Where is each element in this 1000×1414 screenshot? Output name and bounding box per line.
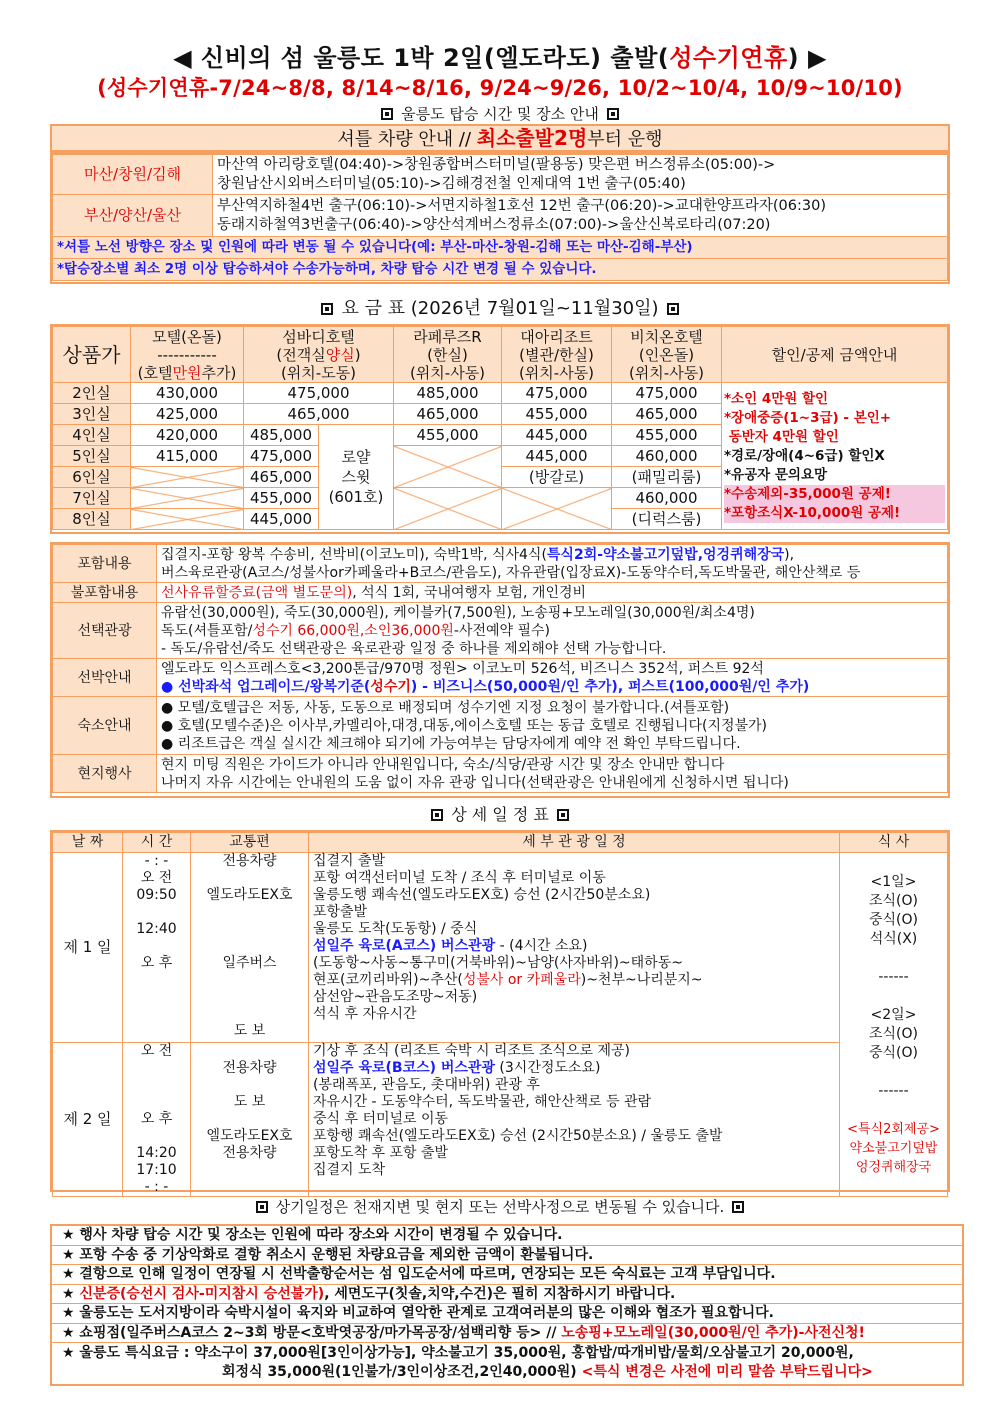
price-cell: 415,000 (131, 446, 244, 467)
price-cell: 475,000 (502, 383, 612, 404)
discount-line: *포항조식X-10,000원 공제! (724, 504, 945, 523)
square-bullet-icon (321, 303, 333, 315)
price-cell: 465,000 (244, 467, 319, 488)
info-line: ● 리조트급은 객실 실시간 체크해야 되기에 가능여부는 담당자에게 예약 전 확인 부탁드립니다. (161, 735, 741, 752)
col-sombody (244, 327, 394, 383)
info-text: ), (784, 546, 795, 563)
note-line (52, 1343, 962, 1381)
detail-line (313, 938, 835, 955)
meal-line: <특식2회제공> (847, 1121, 940, 1137)
room-type: 4인실 (53, 425, 131, 446)
special-meal-note: <특식 변경은 사전에 미리 말씀 부탁드립니다> (581, 1363, 873, 1380)
detail-line: 집결지 출발 (313, 853, 386, 869)
info-row (53, 659, 948, 697)
note-text: , 세면도구(칫솔,치약,수건)은 필히 지참하시기 바랍니다. (324, 1285, 676, 1302)
detail-line: 포항도착 후 포항 출발 (313, 1145, 449, 1161)
price-bar (0, 294, 1000, 320)
schedule-header-row (53, 833, 948, 853)
shuttle-row (53, 195, 948, 237)
square-bullet-icon (557, 809, 569, 821)
spacer (844, 987, 943, 1006)
detail-line: 삼선암~관음도조망~저동) (313, 989, 478, 1005)
day2-row (53, 1043, 948, 1197)
schedule-bar (0, 802, 1000, 825)
room-type: 7인실 (53, 488, 131, 509)
shuttle-note-row (53, 259, 948, 281)
price-cell: 475,000 (244, 446, 319, 467)
day1-detail (309, 853, 840, 1043)
note-text: ★ 쇼핑점(일주버스A코스 2~3회 방문<호박엿공장/마가목공장/섬백리향 등> // (62, 1324, 562, 1341)
not-available (131, 467, 244, 488)
room-type: 2인실 (53, 383, 131, 404)
col-time: 시 간 (123, 833, 191, 853)
shuttle-note: *탑승장소별 최소 2명 이상 탑승하셔야 수송가능하며, 차량 탑승 시간 변경 될 수 있습니다. (53, 259, 948, 281)
detail-line: 포항출발 (313, 904, 368, 920)
square-bullet-icon (607, 108, 619, 120)
excluded-content (157, 583, 948, 603)
info-row (53, 755, 948, 793)
route-line: 마산역 아리랑호텔(04:40)->창원종합버스터미널(팔용동) 맞은편 버스정류소(05:00)-> (217, 156, 776, 173)
info-line (161, 678, 943, 696)
col-line: 대아리조트 (520, 327, 593, 346)
spacer (127, 1060, 186, 1111)
page-title (0, 38, 1000, 73)
meal-line: 조식(O) (869, 1025, 918, 1042)
note-text (62, 1363, 962, 1382)
col-line: 모텔(온돌) (152, 327, 222, 346)
transport: 엘도라도EX호 (206, 1128, 293, 1144)
note-line: ★ 포항 수송 중 기상악화로 결항 취소시 운행된 차량요금을 제외한 금액이 환불됩니다. (52, 1246, 962, 1266)
room-type: 3인실 (53, 404, 131, 425)
schedule-bar-text: 상 세 일 정 표 (451, 805, 549, 824)
not-available (131, 488, 244, 509)
price-cell: 460,000 (612, 446, 722, 467)
price-cell: 430,000 (131, 383, 244, 404)
royal-line: 스윗 (341, 468, 371, 486)
col-line: (위치-사동) (409, 363, 486, 382)
meal-line: ------ (878, 1082, 909, 1099)
stay-content (157, 697, 948, 755)
transport: 일주버스 (222, 955, 277, 971)
price-header-row (53, 327, 948, 383)
min-departure: 최소출발2명 (476, 126, 588, 150)
boarding-bar-text: 울릉도 탑승 시간 및 장소 안내 (401, 105, 599, 123)
shuttle-route (213, 155, 948, 195)
detail-red: 성불사 or 카페울라 (462, 972, 581, 988)
info-row (53, 697, 948, 755)
shuttle-note: *셔틀 노선 방향은 장소 및 인원에 따라 변동 될 수 있습니다(예: 부산-마산-창원-김해 또는 마산-김해-부산) (53, 237, 948, 259)
info-row (53, 583, 948, 603)
course-a: 섬일주 육로(A코스) 버스관광 (313, 938, 496, 954)
route-line: 창원남산시외버스터미널(05:10)->김해경전철 인제대역 1번 출구(05:40) (217, 175, 686, 192)
info-text: ● 선박좌석 업그레이드/왕복기준( (161, 678, 371, 695)
info-text: , 석식 1회, 국내여행자 보험, 개인경비 (352, 584, 587, 601)
col-text: 추가) (201, 363, 237, 382)
course-b: 섬일주 육로(B코스) 버스관광 (313, 1060, 495, 1076)
info-text: 집결지-포항 왕복 수송비, 선박비(이코노미), 숙박1박, 식사4식( (161, 546, 547, 563)
spacer (195, 870, 304, 887)
price-cell: 425,000 (131, 404, 244, 425)
meal-line: 엉겅퀴해장국 (855, 1159, 932, 1175)
special-meals: 특식2회-약소불고기덮밥,엉겅퀴해장국 (546, 546, 785, 563)
price-cell: 420,000 (131, 425, 244, 446)
discount-line: *소인 4만원 할인 (724, 390, 829, 407)
detail-text: - (4시간 소요) (495, 938, 588, 954)
info-text: 독도(셔틀포함/ (161, 622, 253, 639)
detail-line: 기상 후 조식 (리조트 숙박 시 리조트 조식으로 제공) (313, 1043, 631, 1059)
meal-line: <1일> (870, 873, 917, 890)
detail-line (313, 972, 835, 989)
col-transport: 교통편 (191, 833, 309, 853)
detail-line: 울릉도행 쾌속선(엘도라도EX호) 승선 (2시간50분소요) (313, 887, 651, 903)
price-row (53, 383, 948, 404)
notes-box (50, 1224, 964, 1386)
shuttle-table (50, 152, 950, 284)
meals (840, 853, 948, 1197)
route-line: 동래지하철역3번출구(06:40)->양산석계버스정류소(07:00)->울산신복로타리(07:20) (217, 216, 771, 233)
spacer (127, 938, 186, 955)
info-line (161, 546, 943, 564)
day1-times (123, 853, 191, 1043)
square-bullet-icon (381, 108, 393, 120)
discount-line: *유공자 문의요망 (724, 466, 828, 483)
col-text: ) (354, 345, 361, 364)
price-cell: 455,000 (502, 404, 612, 425)
not-available (131, 509, 244, 530)
not-available (502, 488, 612, 530)
info-line: - 독도/유람선/죽도 선택관광은 육로관광 일정 중 하나를 제외해야 선택 가능합니다. (161, 640, 667, 657)
meal-line: ------ (878, 968, 909, 985)
spacer (195, 1043, 304, 1060)
detail-line: (도동항~사동~통구미(거북바위)~남양(사자바위)~태하동~ (313, 955, 683, 971)
col-line: (위치-도동) (280, 363, 357, 382)
day2-times (123, 1043, 191, 1197)
info-line: 나머지 자유 시간에는 안내원의 도움 없이 자유 관광 입니다(선택관광은 안내원에게 신청하시면 됩니다) (161, 774, 789, 791)
transport: 전용차량 (222, 853, 277, 869)
price-cell: 445,000 (244, 509, 319, 530)
day1-transport (191, 853, 309, 1043)
not-available (394, 446, 502, 488)
included-content (157, 545, 948, 583)
note-text: ★ (62, 1285, 80, 1302)
time: 오 후 (140, 955, 173, 971)
info-line (161, 622, 943, 640)
square-bullet-icon (431, 809, 443, 821)
info-row (53, 603, 948, 659)
transport: 도 보 (233, 1094, 266, 1110)
info-line: 버스육로관광(A코스/성불사or카페울라+B코스/관음도), 자유관람(입장료X)-도동약수터,독도박물관, 해안산책로 등 (161, 564, 861, 581)
price-cell: 445,000 (502, 446, 612, 467)
transport: 도 보 (233, 1023, 266, 1039)
title-peak-season: 성수기연휴 (669, 44, 788, 72)
price-cell: 485,000 (244, 425, 319, 446)
room-type: 5인실 (53, 446, 131, 467)
royal-suite (319, 425, 394, 530)
info-row (53, 545, 948, 583)
price-cell: 445,000 (502, 425, 612, 446)
col-laperouse (394, 327, 502, 383)
col-discount: 할인/공제 금액안내 (722, 327, 948, 383)
shuttle-header-end: 부터 운행 (587, 129, 663, 150)
detail-line: 울릉도 도착(도동항) / 중식 (313, 921, 478, 937)
local-label: 현지행사 (53, 755, 157, 793)
col-line: ----------- (157, 345, 217, 364)
price-cell: (패밀리룸) (612, 467, 722, 488)
note-text: 회정식 35,000원(1인불가/3인이상조건,2인40,000원) (222, 1363, 577, 1380)
price-cell: 460,000 (612, 488, 722, 509)
transport: 전용차량 (222, 1060, 277, 1076)
col-line: (위치-사동) (628, 363, 705, 382)
ship-content (157, 659, 948, 697)
spacer (195, 1077, 304, 1094)
note-line: ★ 결항으로 인해 일정이 연장될 시 선박출항순서는 섬 입도순서에 따르며, 연장되는 모든 숙식료는 고객 부담입니다. (52, 1265, 962, 1285)
stay-label: 숙소안내 (53, 697, 157, 755)
discount-line: *장애중증(1~3급) - 본인+ (724, 409, 892, 426)
detail-line: 포항행 쾌속선(엘도라도EX호) 승선 (2시간50분소요) / 울릉도 출발 (313, 1128, 723, 1144)
meal-line: 약소불고기덮밥 (849, 1140, 938, 1156)
note-line (52, 1285, 962, 1305)
detail-text: (3시간정도소요) (494, 1060, 601, 1076)
discount-info (722, 383, 948, 530)
col-line: (한실) (427, 345, 468, 364)
monorail-option: 노송핑+모노레일(30,000원/인 추가)-사전신청! (561, 1324, 865, 1341)
day1-row (53, 853, 948, 1043)
note-line: ★ 울릉도는 도서지방이라 숙박시설이 육지와 비교하여 열악한 관계로 고객여러분의 많은 이해와 협조가 필요합니다. (52, 1304, 962, 1324)
product-price-header: 상품가 (53, 327, 131, 383)
optional-label: 선택관광 (53, 603, 157, 659)
local-content (157, 755, 948, 793)
price-cell: 465,000 (394, 404, 502, 425)
discount-line: *수송제외-35,000원 공제! (724, 485, 945, 504)
col-line: (위치-사동) (518, 363, 595, 382)
room-type: 8인실 (53, 509, 131, 530)
price-cell: 455,000 (394, 425, 502, 446)
transport: 전용차량 (222, 1145, 277, 1161)
price-cell: (디럭스룸) (612, 509, 722, 530)
spacer (844, 1101, 943, 1120)
col-text-red: 만원 (172, 363, 202, 382)
optional-content (157, 603, 948, 659)
royal-line: (601호) (328, 488, 384, 506)
price-cell: 465,000 (612, 404, 722, 425)
col-text: (전객실 (276, 345, 326, 364)
day2-detail (309, 1043, 840, 1197)
col-detail: 세 부 관 광 일 정 (309, 833, 840, 853)
price-bar-text: 요 금 표 (2026년 7월01일~11월30일) (341, 298, 659, 319)
time: 14:20 (136, 1145, 177, 1161)
detail-line: 포항 여객선터미널 도착 / 조식 후 터미널로 이동 (313, 870, 606, 886)
note-line: ★ 행사 차량 탑승 시간 및 장소는 인원에 따라 장소와 시간이 변경될 수 있습니다. (52, 1226, 962, 1246)
col-daea (502, 327, 612, 383)
shuttle-header (50, 124, 950, 152)
meal-line: 석식(X) (869, 930, 918, 947)
info-text: -사전예약 필수) (453, 622, 550, 639)
shuttle-region: 마산/창원/김해 (53, 155, 213, 195)
spacer (844, 949, 943, 968)
square-bullet-icon (667, 303, 679, 315)
time: 오 전 (140, 870, 173, 886)
discount-line: 동반자 4만원 할인 (724, 428, 839, 445)
col-motel (131, 327, 244, 383)
price-cell: (방갈로) (502, 467, 612, 488)
shuttle-note-row (53, 237, 948, 259)
spacer (195, 972, 304, 1023)
meal-line: 중식(O) (869, 1044, 918, 1061)
excluded-label: 불포함내용 (53, 583, 157, 603)
title-end: ) ▶ (787, 44, 827, 72)
col-line: (인온돌) (638, 345, 695, 364)
detail-line (313, 1060, 835, 1077)
fuel-surcharge: 선사유류할증료(금액 별도문의) (161, 584, 353, 601)
spacer (844, 1063, 943, 1082)
ship-label: 선박안내 (53, 659, 157, 697)
price-cell: 455,000 (244, 488, 319, 509)
dokdo-price: 성수기 66,000원,소인36,000원 (252, 622, 454, 639)
col-text-red: 양실 (325, 345, 355, 364)
route-line: 부산역지하철4번 출구(06:10)->서면지하철1호선 12번 출구(06:20)->교대한양프라자(06:30) (217, 197, 826, 214)
col-line: 라페루즈R (413, 327, 482, 346)
col-text: (호텔 (137, 363, 173, 382)
spacer (195, 904, 304, 955)
col-line: 비치온호텔 (630, 327, 703, 346)
price-cell: 475,000 (612, 383, 722, 404)
detail-line: 석식 후 자유시간 (313, 1006, 417, 1022)
schedule-footnote (0, 1196, 1000, 1217)
price-cell: 485,000 (394, 383, 502, 404)
included-label: 포함내용 (53, 545, 157, 583)
meal-line: 중식(O) (869, 911, 918, 928)
col-date: 날 짜 (53, 833, 123, 853)
schedule-table (50, 830, 950, 1195)
info-table (50, 542, 950, 798)
boarding-bar (0, 103, 1000, 124)
spacer (127, 1128, 186, 1145)
id-required: 신분증(승선시 검사-미지참시 승선불가) (79, 1285, 325, 1302)
time: 오 후 (140, 1111, 173, 1127)
time: 17:10 (136, 1162, 177, 1178)
day2-transport (191, 1043, 309, 1197)
col-beach (612, 327, 722, 383)
note-line (52, 1324, 962, 1344)
col-line (133, 364, 241, 382)
transport: 엘도라도EX호 (206, 887, 293, 903)
meal-line: <2일> (870, 1006, 917, 1023)
room-type: 6인실 (53, 467, 131, 488)
spacer (127, 904, 186, 921)
detail-line: 중식 후 터미널로 이동 (313, 1111, 449, 1127)
time: 09:50 (136, 887, 177, 903)
time: - : - (144, 853, 169, 869)
detail-line: 집결지 도착 (313, 1162, 386, 1178)
discount-line: *경로/장애(4~6급) 할인X (724, 447, 885, 464)
royal-line: 로얄 (341, 448, 371, 466)
detail-text: 현포(코끼리바위)~추산( (313, 972, 463, 988)
not-available (394, 488, 502, 530)
shuttle-region: 부산/양산/울산 (53, 195, 213, 237)
note-text: ★ 울릉도 특식요금 : 약소구이 37,000원[3인이상가능], 약소불고기 35,000원, 홍합밥/따개비밥/물회/오삼불고기 20,000원, (62, 1345, 854, 1361)
price-cell: 475,000 (244, 383, 394, 404)
info-line: 현지 미팅 직원은 가이드가 아니라 안내원입니다, 숙소/식당/관광 시간 및 장소 안내만 합니다 (161, 756, 725, 773)
col-line: 섬바디호텔 (282, 327, 355, 346)
col-meals: 식 사 (840, 833, 948, 853)
time: 12:40 (136, 921, 177, 937)
time: - : - (144, 1179, 169, 1195)
price-cell: 465,000 (244, 404, 394, 425)
price-table (50, 324, 950, 534)
time: 오 전 (140, 1043, 173, 1059)
title-text: ◀ 신비의 섬 울릉도 1박 2일(엘도라도) 출발( (173, 44, 670, 72)
day1-label: 제 1 일 (53, 853, 123, 1043)
shuttle-row (53, 155, 948, 195)
shuttle-route (213, 195, 948, 237)
info-line: ● 모텔/호텔급은 저동, 사동, 도동으로 배정되며 성수기엔 지정 요청이 불가합니다.(셔틀포함) (161, 699, 730, 716)
info-line: 유람선(30,000원), 죽도(30,000원), 케이블카(7,500원), 노송핑+모노레일(30,000원/최소4명) (161, 604, 755, 621)
col-line (246, 346, 391, 364)
detail-text: )~천부~나리분지~ (580, 972, 703, 988)
meal-line: 조식(O) (869, 892, 918, 909)
peak-dates: (성수기연휴-7/24~8/8, 8/14~8/16, 9/24~9/26, 10/2~10/4, 10/9~10/10) (97, 76, 903, 100)
day2-label: 제 2 일 (53, 1043, 123, 1197)
footnote-text: 상기일정은 천재지변 및 현지 또는 선박사정으로 변동될 수 있습니다. (275, 1198, 725, 1216)
peak-text: 성수기 (370, 678, 411, 695)
info-line: ● 호텔(모텔수준)은 이사부,카멜리아,대경,대동,에이스호텔 또는 동급 호텔로 진행됩니다(지정불가) (161, 717, 767, 734)
price-cell: 455,000 (612, 425, 722, 446)
detail-line: (봉래폭포, 관음도, 촛대바위) 관광 후 (313, 1077, 540, 1093)
col-line: (별관/한실) (519, 345, 594, 364)
info-text: ) - 비즈니스(50,000원/인 추가), 퍼스트(100,000원/인 추가) (410, 678, 810, 695)
square-bullet-icon (732, 1201, 744, 1213)
info-line: 엘도라도 익스프레스호<3,200톤급/970명 정원> 이코노미 526석, 비즈니스 352석, 퍼스트 92석 (161, 660, 764, 677)
spacer (195, 1111, 304, 1128)
square-bullet-icon (256, 1201, 268, 1213)
shuttle-header-text: 셔틀 차량 안내 // (337, 129, 477, 150)
detail-line: 자유시간 - 도동약수터, 독도박물관, 해안산책로 등 관람 (313, 1094, 652, 1110)
